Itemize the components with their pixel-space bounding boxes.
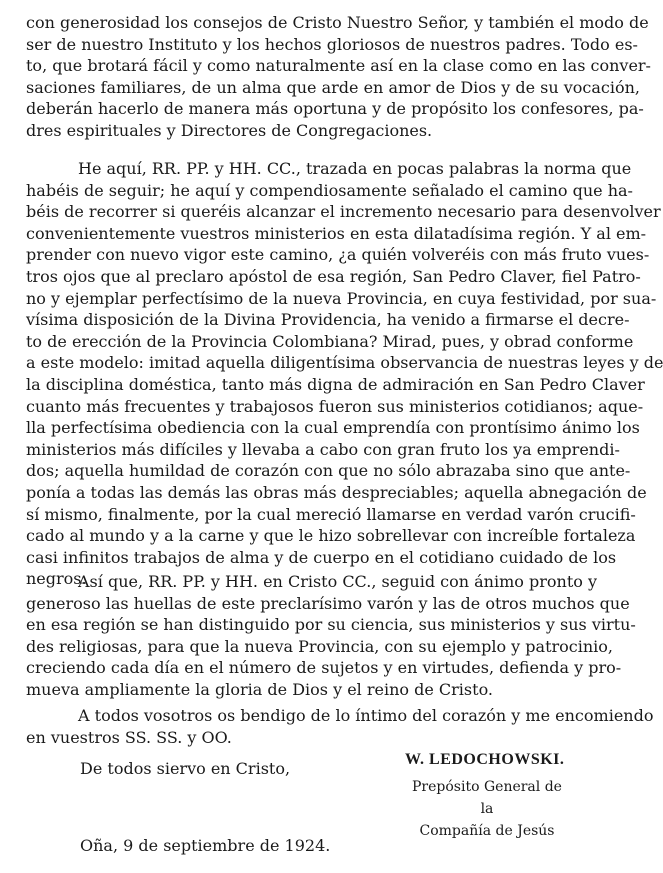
- text-line: lla perfectísima obediencia con la cual emprendía con prontísimo ánimo los: [26, 418, 640, 438]
- text-line: no y ejemplar perfectísimo de la nueva Provincia, en cuya festividad, por sua-: [26, 288, 657, 308]
- signature-role: [412, 776, 562, 842]
- text-line: cado al mundo y a la carne y que le hizo sobrellevar con increíble fortaleza: [26, 526, 636, 546]
- text-line: convenientemente vuestros ministerios en esta dilatadísima región. Y al em-: [26, 223, 647, 243]
- text-line: generoso las huellas de este preclarísimo varón y las de otros muchos que: [26, 593, 630, 613]
- signature-role-line-2: Compañía de Jesús: [419, 823, 555, 839]
- text-line: A todos vosotros os bendigo de lo íntimo del corazón y me encomiendo: [78, 706, 654, 725]
- text-line: sí mismo, finalmente, por la cual mereció llamarse en verdad varón crucifi-: [26, 504, 636, 524]
- text-line: to de erección de la Provincia Colombiana? Mirad, pues, y obrad conforme: [26, 331, 634, 351]
- text-line: mueva ampliamente la gloria de Dios y el reino de Cristo.: [26, 679, 493, 699]
- text-line: deberán hacerlo de manera más oportuna y de propósito los confesores, pa-: [26, 99, 644, 119]
- closing-greeting: De todos siervo en Cristo,: [80, 759, 291, 778]
- text-line: ministerios más difíciles y llevaba a cabo con gran fruto los ya emprendi-: [26, 439, 620, 459]
- document-date: Oña, 9 de septiembre de 1924.: [80, 836, 331, 855]
- signature-role-line-1: Prepósito General de la: [412, 779, 562, 817]
- text-line: ponía a todas las demás las obras más despreciables; aquella abnegación de: [26, 482, 647, 502]
- text-line: cuanto más frecuentes y trabajosos fueron sus ministerios cotidianos; aque-: [26, 396, 644, 416]
- paragraph-2: [26, 158, 663, 590]
- text-line: habéis de seguir; he aquí y compendiosamente señalado el camino que ha-: [26, 180, 633, 200]
- text-line: des religiosas, para que la nueva Provincia, con su ejemplo y patrocinio,: [26, 636, 613, 656]
- text-line: en vuestros SS. SS. y OO.: [26, 727, 232, 747]
- text-line: ser de nuestro Instituto y los hechos gloriosos de nuestros padres. Todo es-: [26, 34, 638, 54]
- paragraph-3: [26, 571, 636, 701]
- text-line: He aquí, RR. PP. y HH. CC., trazada en pocas palabras la norma que: [78, 159, 632, 178]
- text-line: en esa región se han distinguido por su ciencia, sus ministerios y sus virtu-: [26, 615, 636, 635]
- text-line: la disciplina doméstica, tanto más digna de admiración en San Pedro Claver: [26, 374, 645, 394]
- paragraph-1: [26, 12, 651, 142]
- text-line: saciones familiares, de un alma que arde en amor de Dios y de su vocación,: [26, 77, 640, 97]
- text-line: tros ojos que al preclaro apóstol de esa región, San Pedro Claver, fiel Patro-: [26, 266, 641, 286]
- signature-name: W. LEDOCHOWSKI.: [405, 751, 565, 768]
- text-line: to, que brotará fácil y como naturalmente así en la clase como en las conver-: [26, 56, 651, 76]
- text-line: dos; aquella humildad de corazón con que no sólo abrazaba sino que ante-: [26, 461, 631, 481]
- text-line: prender con nuevo vigor este camino, ¿a quién volveréis con más fruto vues-: [26, 245, 650, 265]
- text-line: vísima disposición de la Divina Providencia, ha venido a firmarse el decre-: [26, 310, 630, 330]
- text-line: a este modelo: imitad aquella diligentísima observancia de nuestras leyes y de: [26, 353, 663, 373]
- text-line: negros.: [26, 569, 87, 589]
- text-line: dres espirituales y Directores de Congregaciones.: [26, 120, 433, 140]
- text-line: béis de recorrer si queréis alcanzar el incremento necesario para desenvolver: [26, 202, 661, 222]
- paragraph-4: [26, 705, 654, 748]
- text-line: creciendo cada día en el número de sujetos y en virtudes, defienda y pro-: [26, 658, 622, 678]
- text-line: casi infinitos trabajos de alma y de cuerpo en el cotidiano cuidado de los: [26, 547, 617, 567]
- text-line: con generosidad los consejos de Cristo Nuestro Señor, y también el modo de: [26, 13, 649, 32]
- text-line: Así que, RR. PP. y HH. en Cristo CC., seguid con ánimo pronto y: [78, 572, 598, 591]
